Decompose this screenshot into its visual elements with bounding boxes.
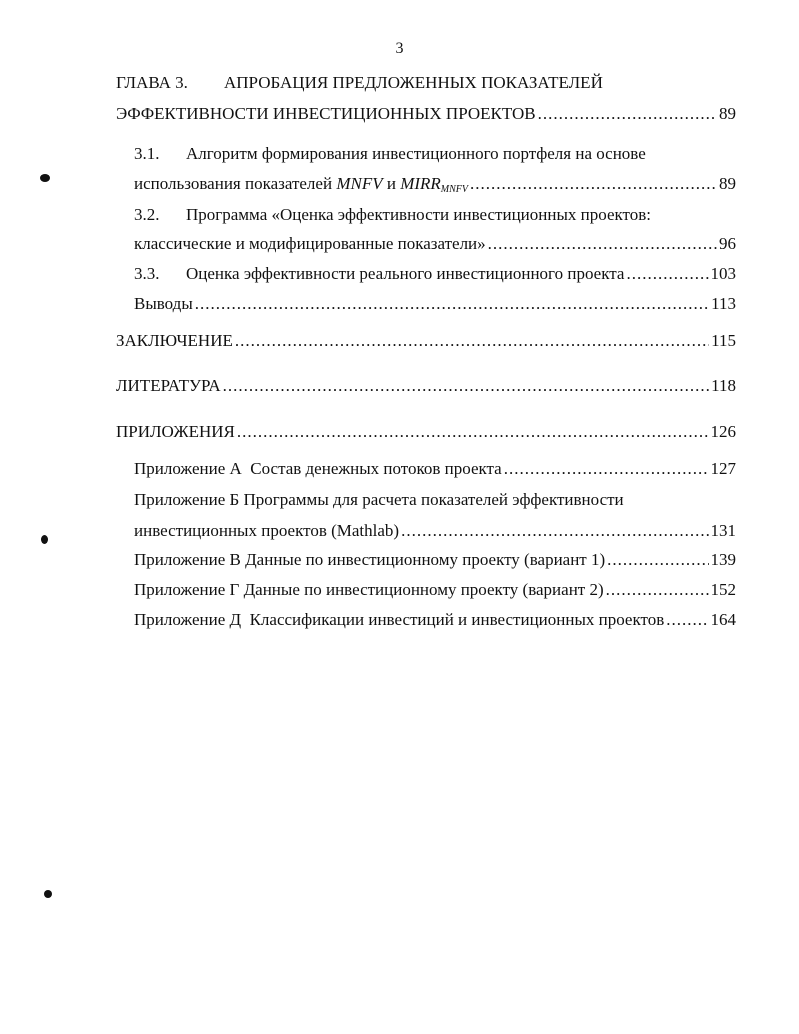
appendix-v-title: Приложение В Данные по инвестиционному проекту (вариант 1) [134,550,606,569]
toc-zaklyuchenie[interactable] [116,330,736,352]
mnfv-term: MNFV [336,174,383,193]
dot-leader [607,549,708,571]
toc-appendix-a[interactable] [134,458,736,480]
dot-leader [538,103,717,125]
section-title-line2: использования показателей MNFV и $MIRR_{MNFV}$ [134,174,469,195]
dot-leader [488,233,717,255]
toc-page-number: 89 [719,174,736,193]
dot-leader [223,375,710,397]
chapter-title-line1: АПРОБАЦИЯ ПРЕДЛОЖЕННЫХ ПОКАЗАТЕЛЕЙ [224,73,603,92]
appendix-g-title: Приложение Г Данные по инвестиционному проекту (вариант 2) [134,580,604,599]
toc-literatura[interactable] [116,375,736,397]
toc-section-3-1[interactable] [134,173,736,201]
section-number: 3.2. [134,205,160,224]
toc-section-3-1-heading [134,143,736,165]
conclusions-title: Выводы [134,294,193,313]
toc-page-number: 96 [719,234,736,253]
toc-appendix-g[interactable] [134,579,736,601]
mirr-term: MIRR [400,174,441,193]
appendix-b-title-line1: Приложение Б Программы для расчета показателей эффективности [134,490,624,509]
toc-page-number: 115 [711,331,736,350]
appendix-a-title: Приложение А Состав денежных потоков проекта [134,459,502,478]
zaklyuchenie-title: ЗАКЛЮЧЕНИЕ [116,331,233,350]
toc-page-number: 118 [711,376,736,395]
toc-page-number: 89 [719,104,736,123]
toc-appendix-b[interactable] [134,520,736,542]
toc-conclusions[interactable] [134,293,736,315]
toc-section-3-2-heading [134,204,736,226]
appendix-d-title: Приложение Д Классификации инвестиций и инвестиционных проектов [134,610,665,629]
dot-leader [626,263,708,285]
toc-section-3-2[interactable] [134,233,736,255]
dot-leader [470,173,717,195]
dot-leader [401,520,708,542]
toc-chapter-3-heading [116,72,736,94]
dot-leader [504,458,709,480]
dot-leader [606,579,709,601]
toc-appendix-b-heading [134,489,736,511]
section-title: Оценка эффективности реального инвестиционного проекта [186,264,625,283]
dot-leader [666,609,708,631]
toc-page-number: 152 [710,580,736,599]
toc-page-number: 164 [710,610,736,629]
dot-leader [237,421,709,443]
chapter-title-line2: ЭФФЕКТИВНОСТИ ИНВЕСТИЦИОННЫХ ПРОЕКТОВ [116,104,536,123]
scan-speck-3 [44,890,52,898]
prilozheniya-title: ПРИЛОЖЕНИЯ [116,422,235,441]
toc-page-number: 113 [711,294,736,313]
toc-section-3-3[interactable] [134,263,736,285]
section-title-line1: Программа «Оценка эффективности инвестиционных проектов: [186,205,651,224]
page-number: 3 [395,40,404,57]
section-title-line1: Алгоритм формирования инвестиционного портфеля на основе [186,144,646,163]
section-title-line2: классические и модифицированные показатели» [134,234,486,253]
toc-page-number: 131 [710,521,736,540]
scan-speck-1 [40,174,50,182]
toc-page-number: 103 [710,264,736,283]
toc-appendix-v[interactable] [134,549,736,571]
mirr-subscript: MNFV [440,184,469,195]
section-number: 3.1. [134,144,160,163]
appendix-b-title-line2: инвестиционных проектов (Mathlab) [134,521,400,540]
literatura-title: ЛИТЕРАТУРА [116,376,221,395]
toc-page-number: 139 [710,550,736,569]
scan-speck-2 [41,535,48,544]
dot-leader [235,330,709,352]
dot-leader [195,293,709,315]
toc-page-number: 126 [710,422,736,441]
chapter-number: ГЛАВА 3. [116,73,188,92]
section-number: 3.3. [134,264,160,283]
toc-page-number: 127 [710,459,736,478]
toc-appendix-d[interactable] [134,609,736,631]
toc-prilozheniya[interactable] [116,421,736,443]
toc-chapter-3[interactable] [116,103,736,125]
